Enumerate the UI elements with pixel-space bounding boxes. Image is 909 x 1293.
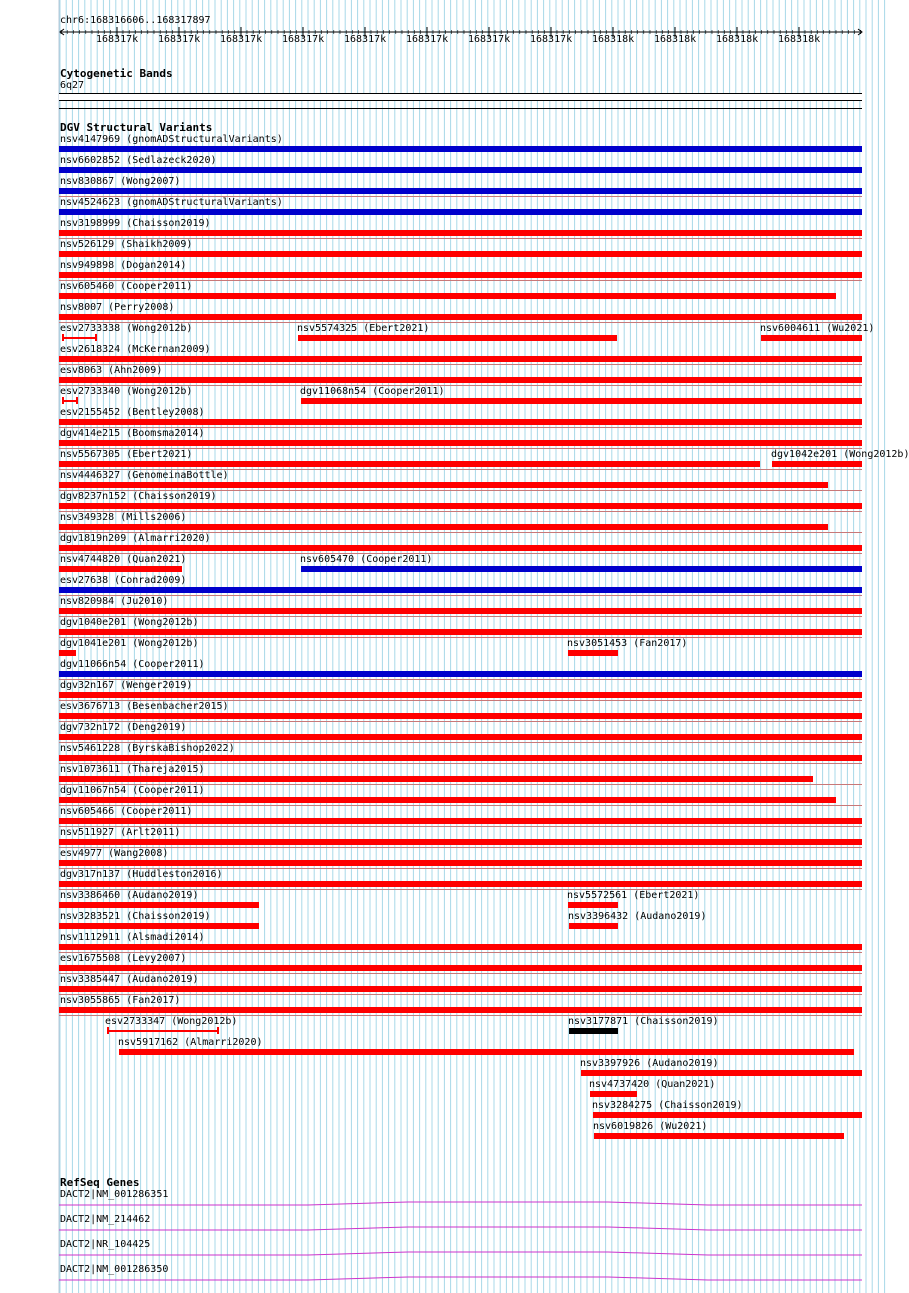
row-separator [59, 847, 862, 848]
variant-label[interactable]: nsv6602852 (Sedlazeck2020) [60, 155, 217, 166]
variant-bar[interactable] [59, 545, 862, 551]
variant-label[interactable]: nsv5917162 (Almarri2020) [118, 1037, 263, 1048]
variant-label[interactable]: nsv511927 (Arlt2011) [60, 827, 181, 838]
variant-bar[interactable] [59, 230, 862, 236]
variant-bar[interactable] [59, 1007, 862, 1013]
variant-label[interactable]: dgv1041e201 (Wong2012b) [60, 638, 199, 649]
variant-bar[interactable] [590, 1091, 637, 1097]
variant-label[interactable]: nsv4744820 (Quan2021) [60, 554, 187, 565]
variant-label[interactable]: dgv32n167 (Wenger2019) [60, 680, 193, 691]
ruler-tick-label: 168317k [530, 34, 573, 45]
variant-label[interactable]: nsv1073611 (Thareja2015) [60, 764, 205, 775]
variant-bar[interactable] [59, 902, 259, 908]
variant-bar[interactable] [301, 398, 862, 404]
variant-label[interactable]: nsv6004611 (Wu2021) [760, 323, 875, 334]
variant-label[interactable]: nsv3397926 (Audano2019) [580, 1058, 719, 1069]
variant-label[interactable]: nsv3198999 (Chaisson2019) [60, 218, 211, 229]
gene-label[interactable]: DACT2|NM_214462 [60, 1214, 151, 1225]
variant-bar[interactable] [301, 566, 862, 572]
variant-bar[interactable] [59, 587, 862, 593]
variant-label[interactable]: nsv4147969 (gnomADStructuralVariants) [60, 134, 283, 145]
variant-bar[interactable] [59, 419, 862, 425]
variant-bar[interactable] [59, 377, 862, 383]
variant-bar[interactable] [59, 818, 862, 824]
cytoband-bar[interactable] [59, 93, 862, 101]
gene-model[interactable] [58, 1224, 864, 1232]
variant-label[interactable]: esv2733340 (Wong2012b) [60, 386, 193, 397]
variant-bar[interactable] [568, 650, 618, 656]
variant-segment-end-cap [217, 1027, 219, 1034]
variant-bar[interactable] [59, 986, 862, 992]
cytoband-label[interactable]: 6q27 [60, 80, 85, 91]
variant-bar[interactable] [59, 146, 862, 152]
variant-bar[interactable] [594, 1133, 844, 1139]
gene-label[interactable]: DACT2|NR_104425 [60, 1239, 151, 1250]
variant-label[interactable]: dgv732n172 (Deng2019) [60, 722, 187, 733]
gene-model[interactable] [58, 1249, 864, 1257]
variant-label[interactable]: esv2618324 (McKernan2009) [60, 344, 211, 355]
variant-bar[interactable] [59, 965, 862, 971]
variant-label[interactable]: nsv5461228 (ByrskaBishop2022) [60, 743, 235, 754]
variant-label[interactable]: nsv605470 (Cooper2011) [300, 554, 433, 565]
variant-label[interactable]: nsv4446327 (GenomeinaBottle) [60, 470, 229, 481]
variant-bar[interactable] [59, 524, 828, 530]
variant-bar[interactable] [59, 356, 862, 362]
variant-label[interactable]: dgv11067n54 (Cooper2011) [60, 785, 205, 796]
variant-label[interactable]: nsv5567305 (Ebert2021) [60, 449, 193, 460]
variant-bar[interactable] [59, 881, 862, 887]
variant-label[interactable]: dgv8237n152 (Chaisson2019) [60, 491, 217, 502]
variant-label[interactable]: esv2155452 (Bentley2008) [60, 407, 205, 418]
variant-label[interactable]: nsv3396432 (Audano2019) [568, 911, 707, 922]
variant-segment-start-cap [62, 334, 64, 341]
variant-bar[interactable] [59, 314, 862, 320]
ruler-tick-label: 168317k [282, 34, 325, 45]
variant-bar[interactable] [761, 335, 862, 341]
location-label: chr6:168316606..168317897 [60, 15, 211, 26]
variant-bar[interactable] [569, 1028, 618, 1034]
variant-label[interactable]: nsv5574325 (Ebert2021) [297, 323, 430, 334]
variant-label[interactable]: nsv526129 (Shaikh2009) [60, 239, 193, 250]
variant-label[interactable]: esv3676713 (Besenbacher2015) [60, 701, 229, 712]
variant-bar[interactable] [59, 272, 862, 278]
row-separator [59, 364, 862, 365]
variant-bar[interactable] [59, 167, 862, 173]
variant-label[interactable]: nsv349328 (Mills2006) [60, 512, 187, 523]
variant-label[interactable]: esv2733338 (Wong2012b) [60, 323, 193, 334]
variant-bar[interactable] [59, 755, 862, 761]
ruler-tick-label: 168317k [468, 34, 511, 45]
ruler-tick-label: 168317k [220, 34, 263, 45]
variant-label[interactable]: nsv1112911 (Alsmadi2014) [60, 932, 205, 943]
variant-bar[interactable] [59, 671, 862, 677]
ruler-tick-label: 168317k [406, 34, 449, 45]
variant-label[interactable]: esv1675508 (Levy2007) [60, 953, 187, 964]
variant-label[interactable]: nsv605460 (Cooper2011) [60, 281, 193, 292]
variant-label[interactable]: nsv3283521 (Chaisson2019) [60, 911, 211, 922]
variant-segment-start-cap [62, 397, 64, 404]
ruler-tick-label: 168318k [778, 34, 821, 45]
variant-segment[interactable] [107, 1027, 219, 1034]
ruler-tick-label: 168317k [344, 34, 387, 45]
ruler-tick-label: 168317k [96, 34, 139, 45]
dgv-track-title: DGV Structural Variants [60, 121, 213, 134]
variant-label[interactable]: nsv3385447 (Audano2019) [60, 974, 199, 985]
variant-label[interactable]: dgv1819n209 (Almarri2020) [60, 533, 211, 544]
gene-line [59, 1277, 862, 1280]
variant-bar[interactable] [593, 1112, 862, 1118]
variant-bar[interactable] [59, 440, 862, 446]
variant-bar[interactable] [59, 944, 862, 950]
variant-segment-line [62, 337, 97, 339]
variant-segment-line [107, 1030, 219, 1032]
gene-line [59, 1227, 862, 1230]
variant-segment-start-cap [107, 1027, 109, 1034]
variant-label[interactable]: nsv3284275 (Chaisson2019) [592, 1100, 743, 1111]
variant-label[interactable]: nsv830867 (Wong2007) [60, 176, 181, 187]
ruler-tick-label: 168318k [654, 34, 697, 45]
variant-bar[interactable] [59, 734, 862, 740]
variant-label[interactable]: nsv6019826 (Wu2021) [593, 1121, 708, 1132]
variant-bar[interactable] [119, 1049, 854, 1055]
variant-bar[interactable] [59, 293, 836, 299]
variant-label[interactable]: nsv3177871 (Chaisson2019) [568, 1016, 719, 1027]
variant-bar[interactable] [59, 629, 862, 635]
gene-label[interactable]: DACT2|NM_001286351 [60, 1189, 169, 1200]
variant-label[interactable]: dgv317n137 (Huddleston2016) [60, 869, 223, 880]
variant-label[interactable]: nsv820984 (Ju2010) [60, 596, 169, 607]
variant-bar[interactable] [59, 251, 862, 257]
gene-line [59, 1202, 862, 1205]
variant-bar[interactable] [581, 1070, 862, 1076]
gene-line [59, 1252, 862, 1255]
variant-label[interactable]: nsv3386460 (Audano2019) [60, 890, 199, 901]
variant-bar[interactable] [59, 839, 862, 845]
variant-label[interactable]: nsv4524623 (gnomADStructuralVariants) [60, 197, 283, 208]
variant-label[interactable]: nsv3051453 (Fan2017) [567, 638, 688, 649]
variant-bar[interactable] [59, 503, 862, 509]
variant-label[interactable]: nsv4737420 (Quan2021) [589, 1079, 716, 1090]
variant-bar[interactable] [59, 797, 836, 803]
variant-bar[interactable] [59, 188, 862, 194]
cytoband-separator [59, 108, 862, 109]
variant-bar[interactable] [59, 860, 862, 866]
variant-label[interactable]: nsv605466 (Cooper2011) [60, 806, 193, 817]
variant-label[interactable]: esv27638 (Conrad2009) [60, 575, 187, 586]
variant-label[interactable]: dgv1040e201 (Wong2012b) [60, 617, 199, 628]
gene-label[interactable]: DACT2|NM_001286350 [60, 1264, 169, 1275]
variant-label[interactable]: dgv414e215 (Boomsma2014) [60, 428, 205, 439]
variant-label[interactable]: nsv8007 (Perry2008) [60, 302, 175, 313]
variant-bar[interactable] [569, 923, 618, 929]
variant-label[interactable]: esv4977 (Wang2008) [60, 848, 169, 859]
variant-label[interactable]: dgv11068n54 (Cooper2011) [300, 386, 445, 397]
variant-bar[interactable] [59, 692, 862, 698]
ruler-tick-label: 168318k [592, 34, 635, 45]
variant-bar[interactable] [59, 482, 828, 488]
variant-segment[interactable] [62, 397, 78, 404]
variant-bar[interactable] [59, 713, 862, 719]
variant-bar[interactable] [772, 461, 862, 467]
variant-bar[interactable] [59, 461, 760, 467]
refseq-track-title: RefSeq Genes [60, 1176, 140, 1189]
variant-label[interactable]: nsv3055865 (Fan2017) [60, 995, 181, 1006]
variant-label[interactable]: nsv949898 (Dogan2014) [60, 260, 187, 271]
variant-label[interactable]: dgv1042e201 (Wong2012b) [771, 449, 909, 460]
variant-bar[interactable] [59, 923, 259, 929]
variant-bar[interactable] [59, 566, 182, 572]
variant-bar[interactable] [59, 650, 76, 656]
variant-bar[interactable] [59, 776, 813, 782]
variant-segment-end-cap [76, 397, 78, 404]
gene-model[interactable] [58, 1199, 864, 1207]
variant-bar[interactable] [298, 335, 617, 341]
variant-label[interactable]: dgv11066n54 (Cooper2011) [60, 659, 205, 670]
gene-model[interactable] [58, 1274, 864, 1282]
row-separator [59, 595, 862, 596]
ruler-tick-label: 168317k [158, 34, 201, 45]
variant-bar[interactable] [568, 902, 618, 908]
cytoband-track-title: Cytogenetic Bands [60, 67, 173, 80]
variant-label[interactable]: esv8063 (Ahn2009) [60, 365, 163, 376]
variant-label[interactable]: nsv5572561 (Ebert2021) [567, 890, 700, 901]
variant-bar[interactable] [59, 608, 862, 614]
variant-segment[interactable] [62, 334, 97, 341]
variant-label[interactable]: esv2733347 (Wong2012b) [105, 1016, 238, 1027]
variant-segment-end-cap [95, 334, 97, 341]
ruler-tick-label: 168318k [716, 34, 759, 45]
variant-bar[interactable] [59, 209, 862, 215]
